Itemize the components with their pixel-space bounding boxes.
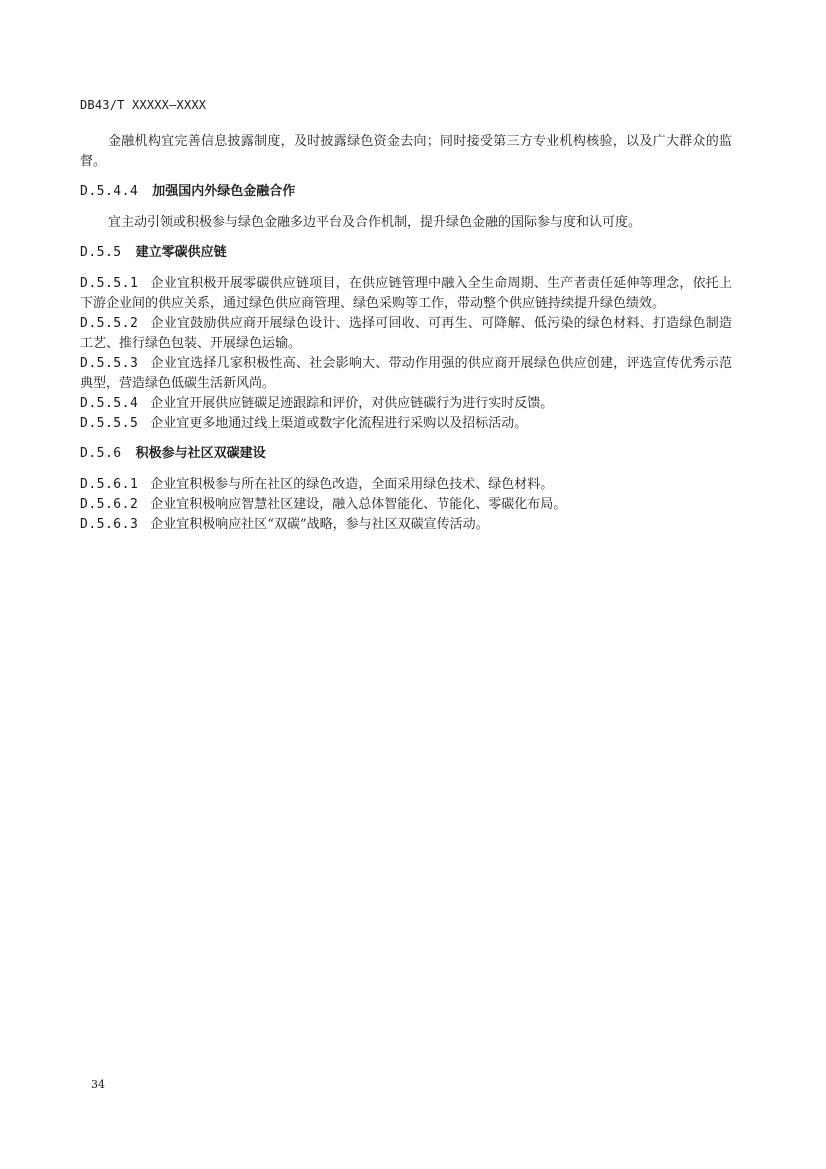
clause-d551	[80, 274, 732, 314]
clause-text: 企业宜更多地通过线上渠道或数字化流程进行采购以及招标活动。	[150, 416, 528, 431]
clause-d552	[80, 314, 732, 354]
clause-text: 企业宜鼓励供应商开展绿色设计、选择可回收、可再生、可降解、低污染的绿色材料、打造绿色制造工艺、推行绿色包装、开展绿色运输。	[80, 316, 732, 351]
clause-d554	[80, 394, 732, 414]
section-number: D.5.5	[80, 245, 122, 260]
clause-number: D.5.6.3	[80, 517, 139, 532]
clause-d561	[80, 475, 732, 495]
clause-number: D.5.6.2	[80, 497, 139, 512]
clause-d553	[80, 354, 732, 394]
clause-d563	[80, 515, 732, 535]
section-heading-d55	[80, 243, 732, 263]
clause-text: 企业宜积极参与所在社区的绿色改造，全面采用绿色技术、绿色材料。	[150, 477, 554, 492]
section-number: D.5.4.4	[80, 184, 139, 199]
section-title: 加强国内外绿色金融合作	[152, 184, 296, 199]
page-body	[80, 132, 732, 535]
intro-paragraph: 金融机构宜完善信息披露制度，及时披露绿色资金去向；同时接受第三方专业机构核验，以及广大群众的监督。	[80, 134, 732, 169]
clause-number: D.5.5.5	[80, 416, 139, 431]
document-code-header: DB43/T XXXXX—XXXX	[80, 98, 207, 112]
page-number: 34	[91, 1078, 105, 1091]
clause-text: 企业宜积极响应社区“双碳”战略，参与社区双碳宣传活动。	[150, 517, 489, 532]
clause-text: 企业宜积极响应智慧社区建设，融入总体智能化、节能化、零碳化布局。	[150, 497, 567, 512]
clause-d562	[80, 495, 732, 515]
section-d544-text: 宜主动引领或积极参与绿色金融多边平台及合作机制，提升绿色金融的国际参与度和认可度。	[108, 215, 642, 230]
clause-d555	[80, 414, 732, 434]
section-number: D.5.6	[80, 446, 122, 461]
section-title: 积极参与社区双碳建设	[135, 446, 266, 461]
clause-number: D.5.5.2	[80, 316, 139, 331]
section-title: 建立零碳供应链	[135, 245, 227, 260]
clause-number: D.5.5.3	[80, 356, 139, 371]
clause-number: D.5.5.1	[80, 276, 139, 291]
section-heading-d544	[80, 182, 732, 202]
clause-text: 企业宜选择几家积极性高、社会影响大、带动作用强的供应商开展绿色供应创建，评选宣传优秀示范典型，营造绿色低碳生活新风尚。	[80, 356, 732, 391]
clause-text: 企业宜积极开展零碳供应链项目，在供应链管理中融入全生命周期、生产者责任延伸等理念，依托上下游企业间的供应关系，通过绿色供应商管理、绿色采购等工作，带动整个供应链持续提升绿色绩效。	[80, 276, 732, 311]
section-heading-d56	[80, 444, 732, 464]
clause-number: D.5.6.1	[80, 477, 139, 492]
clause-text: 企业宜开展供应链碳足迹跟踪和评价，对供应链碳行为进行实时反馈。	[150, 396, 554, 411]
clause-number: D.5.5.4	[80, 396, 139, 411]
